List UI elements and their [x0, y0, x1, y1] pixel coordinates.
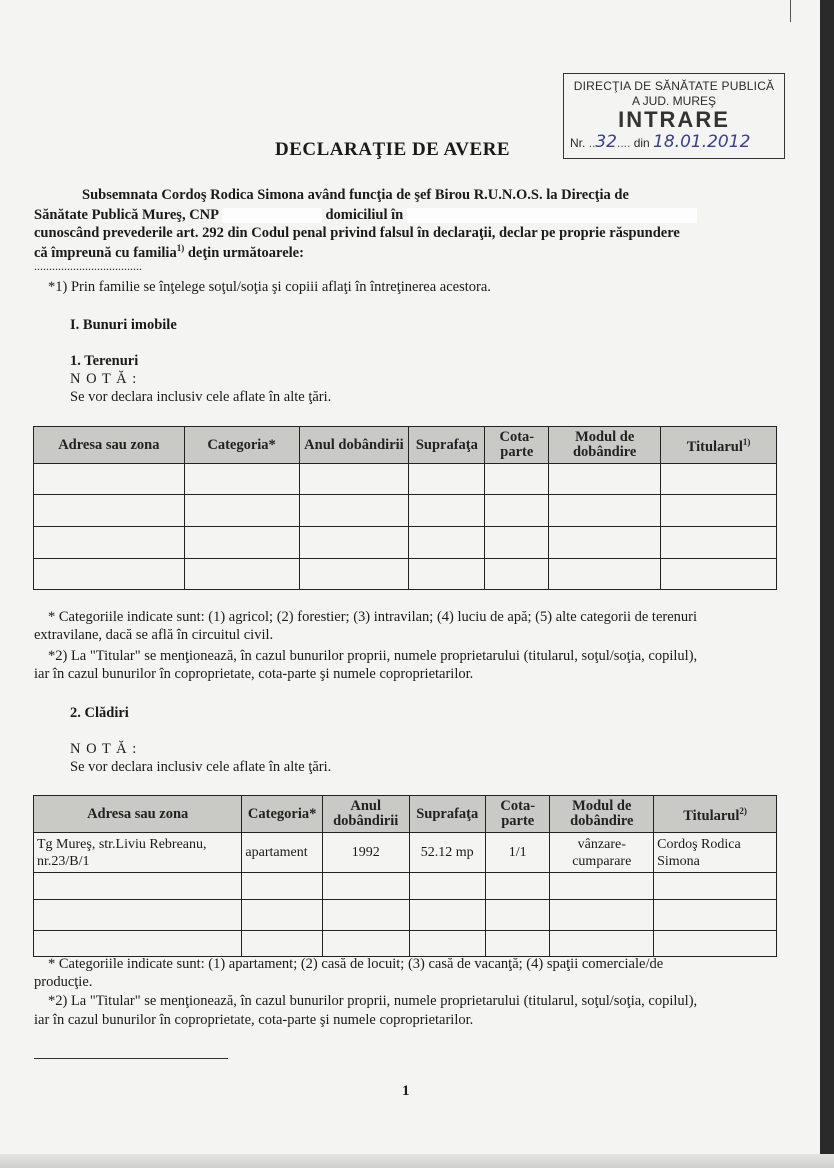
header-cell: Categoria*	[242, 796, 323, 833]
stamp-nr-label: Nr.	[570, 136, 586, 150]
header-cell: Modul de dobândire	[550, 796, 654, 833]
table-cell: Tg Mureş, str.Liviu Rebreanu, nr.23/B/1	[34, 833, 242, 873]
table-cell	[654, 900, 777, 931]
table-cell	[184, 495, 299, 527]
header-cell: Cota-parte	[485, 427, 549, 464]
table-cell	[550, 873, 654, 900]
table-row	[34, 900, 777, 931]
table-row	[34, 495, 777, 527]
table-cell	[549, 527, 661, 559]
footnote-separator	[34, 1058, 228, 1059]
stamp-nr-value: 32	[595, 132, 617, 152]
table-cell	[661, 559, 777, 590]
redacted-cnp	[222, 208, 322, 223]
registration-stamp	[563, 73, 785, 159]
intro-dots: ....................................	[34, 259, 142, 273]
header-cell: Categoria*	[184, 427, 299, 464]
page-title: DECLARAŢIE DE AVERE	[275, 139, 511, 160]
terenuri-heading: 1. Terenuri	[70, 353, 139, 369]
header-footnote-ref: 1)	[742, 437, 751, 448]
scan-bottom-shadow	[0, 1154, 834, 1168]
header-titular: Titularul	[683, 807, 740, 824]
table-row	[34, 873, 777, 900]
header-cell	[654, 796, 777, 833]
terenuri-note-2b: iar în cazul bunurilor în coproprietate, cota-parte şi numele coproprietarilor.	[34, 666, 474, 682]
table-cell	[34, 527, 185, 559]
table-cell	[34, 559, 185, 590]
stamp-line-2: A JUD. MUREŞ	[631, 94, 716, 108]
table-cell	[322, 873, 409, 900]
table-cell	[661, 527, 777, 559]
table-cell	[486, 931, 550, 957]
intro-line-2	[34, 207, 697, 224]
table-cell	[661, 464, 777, 495]
table-cell: 1/1	[486, 833, 550, 873]
table-cell	[485, 559, 549, 590]
table-cell	[184, 559, 299, 590]
table-cell	[409, 873, 486, 900]
header-cell	[661, 427, 777, 464]
table-cell	[184, 527, 299, 559]
table-cell	[34, 495, 185, 527]
intro-line-3: cunoscând prevederile art. 292 din Codul penal privind falsul în declaraţii, declar pe proprie răspundere	[34, 225, 680, 241]
stamp-line-3: INTRARE	[618, 107, 730, 132]
cladiri-note-2a: *2) La "Titular" se menţionează, în cazul bunurilor proprii, numele proprietarului (titularul, soţul/soţia, copilul),	[48, 993, 698, 1009]
cladiri-note-2b: iar în cazul bunurilor în coproprietate, cota-parte şi numele coproprietarilor.	[34, 1012, 474, 1028]
intro-line-4b: deţin următoarele:	[184, 244, 304, 261]
page-number: 1	[402, 1083, 410, 1099]
header-cell: Suprafaţa	[409, 796, 486, 833]
table-cell	[485, 464, 549, 495]
intro-domicile-label: domiciliul în	[325, 207, 404, 223]
table-cell	[485, 495, 549, 527]
stamp-number-line: Nr. ..32.... din 18.01.2012	[570, 132, 751, 152]
intro-footnote: *1) Prin familie se înţelege soţul/soţia şi copiii aflaţi în întreţinerea acestora.	[48, 279, 491, 295]
table-cell: 52.12 mp	[409, 833, 486, 873]
table-cell	[242, 931, 323, 957]
table-cell	[242, 873, 323, 900]
scan-edge	[820, 0, 834, 1168]
table-cell	[299, 559, 409, 590]
header-cell: Adresa sau zona	[34, 796, 242, 833]
terenuri-table	[33, 426, 777, 590]
header-cell: Modul de dobândire	[549, 427, 661, 464]
table-cell	[34, 900, 242, 931]
table-cell	[550, 931, 654, 957]
table-cell	[486, 900, 550, 931]
table-cell	[299, 464, 409, 495]
table-cell	[322, 900, 409, 931]
terenuri-nota-text: Se vor declara inclusiv cele aflate în alte ţări.	[70, 389, 332, 405]
terenuri-nota: N O T Ă :	[70, 371, 138, 387]
table-cell	[242, 900, 323, 931]
table-cell	[34, 931, 242, 957]
table-row	[34, 559, 777, 590]
table-row	[34, 464, 777, 495]
stamp-din-label: din	[633, 136, 650, 150]
intro-footnote-ref: 1)	[176, 243, 185, 253]
cladiri-heading: 2. Clădiri	[70, 705, 129, 721]
table-row	[34, 931, 777, 957]
table-cell	[299, 495, 409, 527]
terenuri-note-2a: *2) La "Titular" se menţionează, în cazul bunurilor proprii, numele proprietarului (titularul, soţul/soţia, copilul),	[48, 648, 698, 664]
table-cell	[409, 527, 485, 559]
header-cell: Adresa sau zona	[34, 427, 185, 464]
table-cell	[486, 873, 550, 900]
table-row	[34, 527, 777, 559]
cladiri-note-1a: * Categoriile indicate sunt: (1) apartament; (2) casă de locuit; (3) casă de vacanţă; (4) spaţii comerciale/de	[48, 956, 664, 972]
stamp-date-value: 18.01.2012	[653, 132, 751, 152]
intro-cnp-label: Sănătate Publică Mureş, CNP	[34, 207, 219, 223]
scan-mark	[790, 0, 791, 22]
cladiri-nota-text: Se vor declara inclusiv cele aflate în alte ţări.	[70, 759, 332, 775]
table-cell	[322, 931, 409, 957]
table-header-row	[34, 796, 777, 833]
table-cell	[409, 931, 486, 957]
table-cell	[654, 873, 777, 900]
table-cell	[654, 931, 777, 957]
table-cell	[409, 900, 486, 931]
table-cell: apartament	[242, 833, 323, 873]
terenuri-note-1b: extravilane, dacă se află în circuitul civil.	[34, 627, 274, 643]
stamp-line-1: DIRECŢIA DE SĂNĂTATE PUBLICĂ	[573, 79, 775, 93]
table-cell	[34, 873, 242, 900]
table-cell	[409, 559, 485, 590]
table-cell	[549, 495, 661, 527]
table-cell: vânzare-cumparare	[550, 833, 654, 873]
table-cell	[409, 464, 485, 495]
intro-line-4a: că împreună cu familia	[34, 244, 177, 261]
cladiri-note-1b: producţie.	[34, 974, 93, 990]
header-cell: Anul dobândirii	[322, 796, 409, 833]
terenuri-note-1a: * Categoriile indicate sunt: (1) agricol; (2) forestier; (3) intravilan; (4) luciu de apă; (5) alte categorii de terenuri	[48, 609, 698, 625]
table-cell	[661, 495, 777, 527]
section-heading: I. Bunuri imobile	[70, 317, 177, 333]
table-cell	[485, 527, 549, 559]
table-cell	[184, 464, 299, 495]
table-cell	[34, 464, 185, 495]
header-cell: Suprafaţa	[409, 427, 485, 464]
header-cell: Cota-parte	[486, 796, 550, 833]
table-cell: Cordoş Rodica Simona	[654, 833, 777, 873]
cladiri-table	[33, 795, 777, 957]
table-row	[34, 833, 777, 873]
table-cell	[299, 527, 409, 559]
header-titular: Titularul	[686, 438, 743, 455]
header-cell: Anul dobândirii	[299, 427, 409, 464]
table-cell	[409, 495, 485, 527]
redacted-address	[407, 208, 697, 223]
table-cell: 1992	[322, 833, 409, 873]
table-header-row	[34, 427, 777, 464]
cladiri-nota: N O T Ă :	[70, 741, 138, 757]
table-cell	[549, 559, 661, 590]
header-footnote-ref: 2)	[739, 806, 747, 817]
intro-line-1-text: Subsemnata Cordoş Rodica Simona având funcţia de şef Birou R.U.N.O.S. la Direcţia de	[82, 187, 629, 203]
intro-line-1	[34, 187, 629, 204]
table-cell	[550, 900, 654, 931]
table-cell	[549, 464, 661, 495]
